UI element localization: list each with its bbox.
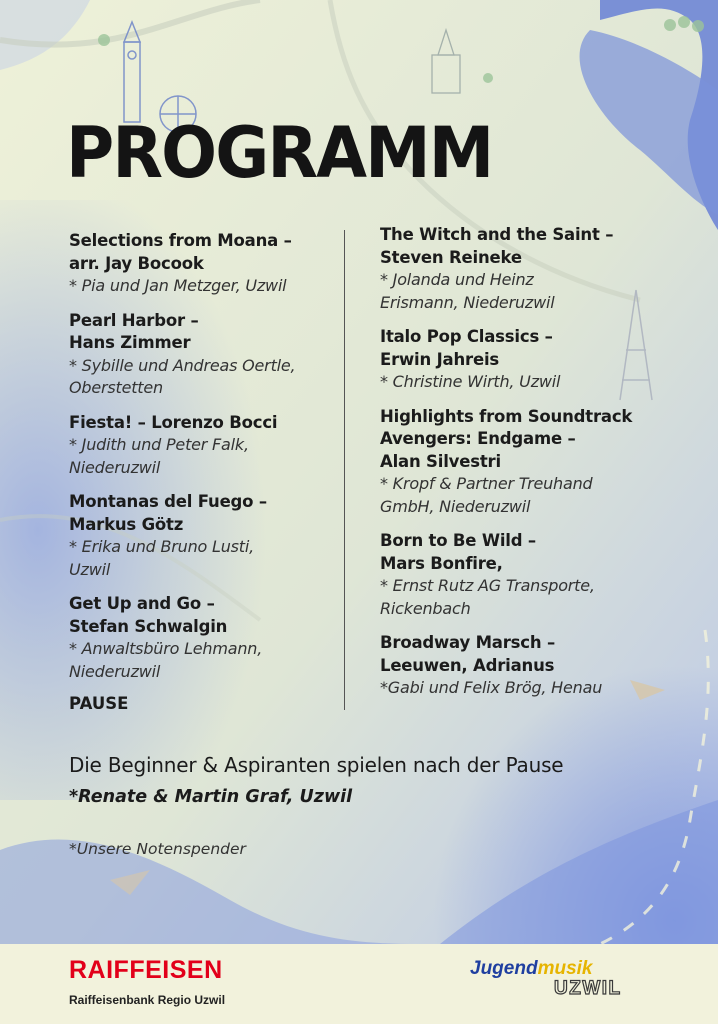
raiffeisen-subtitle: Raiffeisenbank Regio Uzwil — [69, 993, 226, 1007]
piece-sponsor: * Erika und Bruno Lusti, Uzwil — [69, 537, 255, 579]
piece-title: Broadway Marsch – Leeuwen, Adrianus — [380, 633, 555, 675]
piece-sponsor: * Sybille und Andreas Oertle, Oberstetten — [69, 355, 296, 397]
program-item — [69, 593, 331, 683]
program-right-column — [380, 224, 670, 712]
beginner-sponsor: *Renate & Martin Graf, Uzwil — [69, 787, 353, 807]
pause-label: PAUSE — [69, 694, 129, 713]
program-item — [380, 406, 670, 519]
program-item — [380, 530, 670, 620]
logo-word-uzwil: UZWIL — [554, 978, 622, 999]
piece-title: Fiesta! – Lorenzo Bocci — [69, 412, 278, 432]
program-left-column — [69, 230, 331, 715]
piece-title: The Witch and the Saint – Steven Reineke — [380, 225, 614, 267]
program-item — [69, 310, 331, 400]
program-item — [380, 632, 670, 700]
piece-sponsor: * Ernst Rutz AG Transporte, Rickenbach — [380, 576, 595, 618]
program-item — [69, 491, 331, 581]
piece-title: Italo Pop Classics – Erwin Jahreis — [380, 327, 553, 369]
raiffeisen-logo: RAIFFEISEN — [69, 956, 223, 984]
page-title: PROGRAMM — [66, 112, 493, 194]
piece-sponsor: * Christine Wirth, Uzwil — [380, 372, 561, 391]
beginner-note: Die Beginner & Aspiranten spielen nach der Pause — [69, 753, 564, 777]
piece-title: Pearl Harbor – Hans Zimmer — [69, 310, 199, 352]
piece-title: Born to Be Wild – Mars Bonfire, — [380, 531, 536, 573]
logo-word-musik: musik — [537, 958, 593, 979]
piece-sponsor: * Anwaltsbüro Lehmann, Niederuzwil — [69, 639, 263, 681]
piece-title: Get Up and Go – Stefan Schwalgin — [69, 594, 228, 636]
program-item — [380, 326, 670, 394]
piece-sponsor: * Pia und Jan Metzger, Uzwil — [69, 276, 287, 295]
logo-word-jugend: Jugend — [470, 958, 538, 979]
piece-sponsor: * Jolanda und Heinz Erismann, Niederuzwil — [380, 270, 555, 312]
column-divider — [344, 230, 345, 710]
program-item — [69, 230, 331, 298]
piece-title: Selections from Moana – arr. Jay Bocook — [69, 231, 292, 273]
piece-title: Montanas del Fuego – Markus Götz — [69, 492, 267, 534]
program-item — [380, 224, 670, 314]
piece-sponsor: * Judith und Peter Falk, Niederuzwil — [69, 435, 249, 477]
jugendmusik-logo — [470, 958, 635, 1006]
piece-sponsor: *Gabi und Felix Brög, Henau — [380, 678, 603, 697]
footnote: *Unsere Notenspender — [69, 840, 246, 858]
program-item — [69, 412, 331, 480]
piece-sponsor: * Kropf & Partner Treuhand GmbH, Niederuzwil — [380, 474, 593, 516]
piece-title: Highlights from Soundtrack Avengers: Endgame – Alan Silvestri — [380, 406, 633, 471]
